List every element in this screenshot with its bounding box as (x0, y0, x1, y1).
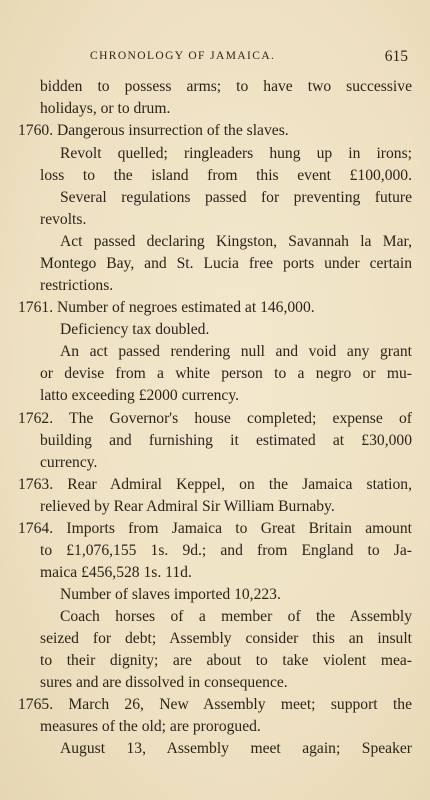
text-line: measures of the old; are prorogued. (40, 718, 261, 735)
text-line: relieved by Rear Admiral Sir William Burnaby. (40, 498, 335, 515)
text-line: 1760. Dangerous insurrection of the slaves. (18, 122, 289, 139)
text-line: currency. (40, 454, 98, 471)
text-line: 1761. Number of negroes estimated at 146,000. (18, 299, 315, 316)
text-line: 1764. Imports from Jamaica to Great Britain amount (18, 520, 412, 537)
text-line: restrictions. (40, 277, 114, 294)
text-line: to their dignity; are about to take violent mea- (40, 652, 412, 669)
page-number: 615 (384, 48, 408, 65)
text-line: Several regulations passed for preventing future (60, 189, 412, 206)
text-line: Number of slaves imported 10,223. (60, 586, 281, 603)
text-line: Coach horses of a member of the Assembly (60, 608, 412, 625)
text-line: Montego Bay, and St. Lucia free ports under certain (40, 255, 412, 272)
text-line: 1763. Rear Admiral Keppel, on the Jamaica station, (18, 476, 412, 493)
text-line: seized for debt; Assembly consider this an insult (40, 630, 412, 647)
running-head: CHRONOLOGY OF JAMAICA. (90, 50, 276, 62)
text-line: 1762. The Governor's house completed; expense of (18, 410, 412, 427)
text-line: to £1,076,155 1s. 9d.; and from England to Ja- (40, 542, 412, 559)
text-line: holidays, or to drum. (40, 100, 171, 117)
text-line: or devise from a white person to a negro or mu- (40, 365, 412, 382)
text-line: Deficiency tax doubled. (60, 321, 210, 338)
text-line: August 13, Assembly meet again; Speaker (60, 740, 412, 757)
text-line: An act passed rendering null and void any grant (60, 343, 412, 360)
text-line: loss to the island from this event £100,000. (40, 167, 412, 184)
text-line: Revolt quelled; ringleaders hung up in irons; (60, 145, 412, 162)
text-line: 1765. March 26, New Assembly meet; support the (18, 696, 412, 713)
text-line: sures and are dissolved in consequence. (40, 674, 288, 691)
text-line: building and furnishing it estimated at £30,000 (40, 432, 412, 449)
text-line: revolts. (40, 211, 87, 228)
text-line: bidden to possess arms; to have two successive (40, 78, 412, 95)
text-line: maica £456,528 1s. 11d. (40, 564, 192, 581)
page-header (18, 50, 412, 70)
text-line: Act passed declaring Kingston, Savannah la Mar, (60, 233, 412, 250)
text-line: latto exceeding £2000 currency. (40, 387, 240, 404)
